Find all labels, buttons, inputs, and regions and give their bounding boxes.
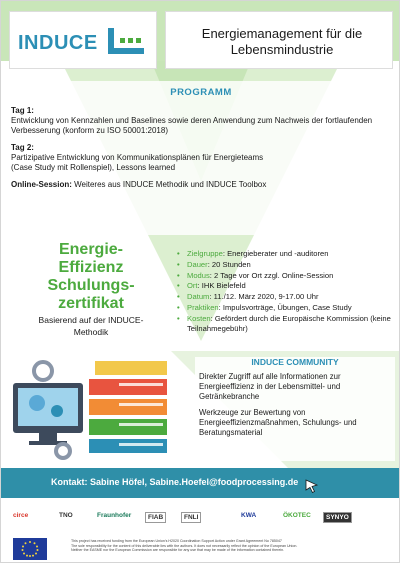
induce-logo — [9, 11, 157, 69]
partner-logos — [1, 504, 400, 534]
logo-text: INDUCE — [18, 32, 98, 54]
bullet-icon: • — [177, 313, 180, 323]
day2-line-1: Partizipative Entwicklung von Kommunikationsplänen für Energieteams — [11, 153, 264, 162]
community-paragraph-1: Direkter Zugriff auf alle Informationen zur Energieeffizienz in der Lebensmittel- und Getränkebranche — [199, 372, 341, 401]
toolbox-illustration — [9, 355, 179, 463]
cursor-icon — [305, 479, 319, 493]
partner-logo-tno: TNO — [59, 512, 73, 519]
day2-label: Tag 2: — [11, 143, 34, 152]
title-line-1: Energiemanagement für die — [201, 26, 363, 41]
day1-label: Tag 1: — [11, 106, 34, 115]
detail-item: • Kosten: Gefördert durch die Europäische Kommission (keine Teilnahmegebühr) — [177, 313, 391, 333]
bullet-icon: • — [177, 249, 180, 258]
certificate-title-3: Schulungs- — [47, 277, 135, 294]
title-line-2: Lebensmindustrie — [230, 42, 334, 57]
community-section — [1, 353, 400, 463]
course-section — [1, 237, 400, 349]
page-title — [180, 26, 384, 58]
certificate-title-1: Energie- — [58, 241, 123, 258]
course-details-list — [177, 249, 397, 334]
certificate-title-2: Effizienz — [58, 259, 124, 276]
detail-item: • Dauer: 20 Stunden — [177, 259, 251, 269]
certificate-block — [11, 241, 171, 337]
partner-logo-synyo: SYNYO — [323, 512, 352, 523]
programm-section — [1, 81, 400, 235]
partner-logo-oekotec: ÖKOTEC — [283, 512, 311, 519]
partner-logo-fnli: FNLI — [181, 512, 201, 523]
partner-logo-fraunhofer: Fraunhofer — [97, 512, 132, 519]
certificate-sub-1: Basierend auf der INDUCE- — [38, 315, 144, 325]
bullet-icon: • — [177, 270, 180, 280]
detail-item: • Datum: 11./12. März 2020, 9-17.00 Uhr — [177, 292, 319, 302]
header — [9, 11, 393, 69]
bullet-icon: • — [177, 259, 180, 269]
partner-logo-circe: circe — [13, 512, 29, 519]
funding-disclaimer: This project has received funding from the European Union's H2020 Coordination Support Action under Grant Agreement No 785047 The sole responsibility for the content of this deliverable lies with the authors. It does not necessarily reflect the opinion of the European Union. Neither the EASME nor the European Commission are responsible for any use that may be made of the information contained therein. — [71, 539, 298, 553]
online-label: Online-Session: — [11, 180, 72, 189]
community-title: INDUCE COMMUNITY — [251, 357, 339, 367]
online-session — [11, 180, 391, 190]
community-text — [195, 357, 395, 461]
online-text: Weiteres aus INDUCE Methodik und INDUCE Toolbox — [71, 180, 267, 189]
factory-icon — [106, 26, 146, 56]
title-box — [165, 11, 393, 69]
contact-bar — [1, 468, 400, 498]
detail-item: • Praktiken: Impulsvorträge, Übungen, Case Study — [177, 302, 352, 312]
detail-item: • Ort: IHK Bielefeld — [177, 281, 246, 291]
bullet-icon: • — [177, 281, 180, 291]
eu-flag-icon — [13, 538, 47, 560]
detail-item: • Zielgruppe: Energieberater und -auditoren — [177, 249, 329, 258]
bullet-icon: • — [177, 292, 180, 302]
contact-link[interactable]: Kontakt: Sabine Höfel, Sabine.Hoefel@foodprocessing.de — [51, 477, 299, 487]
certificate-title-4: zertifikat — [58, 295, 124, 312]
partner-logo-fiab: FIAB — [145, 512, 166, 523]
footer — [1, 535, 400, 563]
detail-item: • Modus: 2 Tage vor Ort zzgl. Online-Session — [177, 270, 334, 280]
certificate-sub-2: Methodik — [73, 327, 109, 337]
day1-text: Entwicklung von Kennzahlen und Baselines sowie deren Anwendung zum Nachweis der fortlaufenden Verbesserung (konform zu ISO 50001:2018) — [11, 116, 373, 135]
programm-title: PROGRAMM — [170, 87, 232, 98]
partner-logo-kwa: KWA — [241, 512, 257, 519]
bullet-icon: • — [177, 302, 180, 312]
day2-line-2: (Case Study mit Rollenspiel), Lessons learned — [11, 163, 176, 172]
community-paragraph-2: Werkzeuge zur Bewertung von Energieeffizienzmaßnahmen, Schulungs- und Beratungsmaterial — [199, 408, 357, 437]
